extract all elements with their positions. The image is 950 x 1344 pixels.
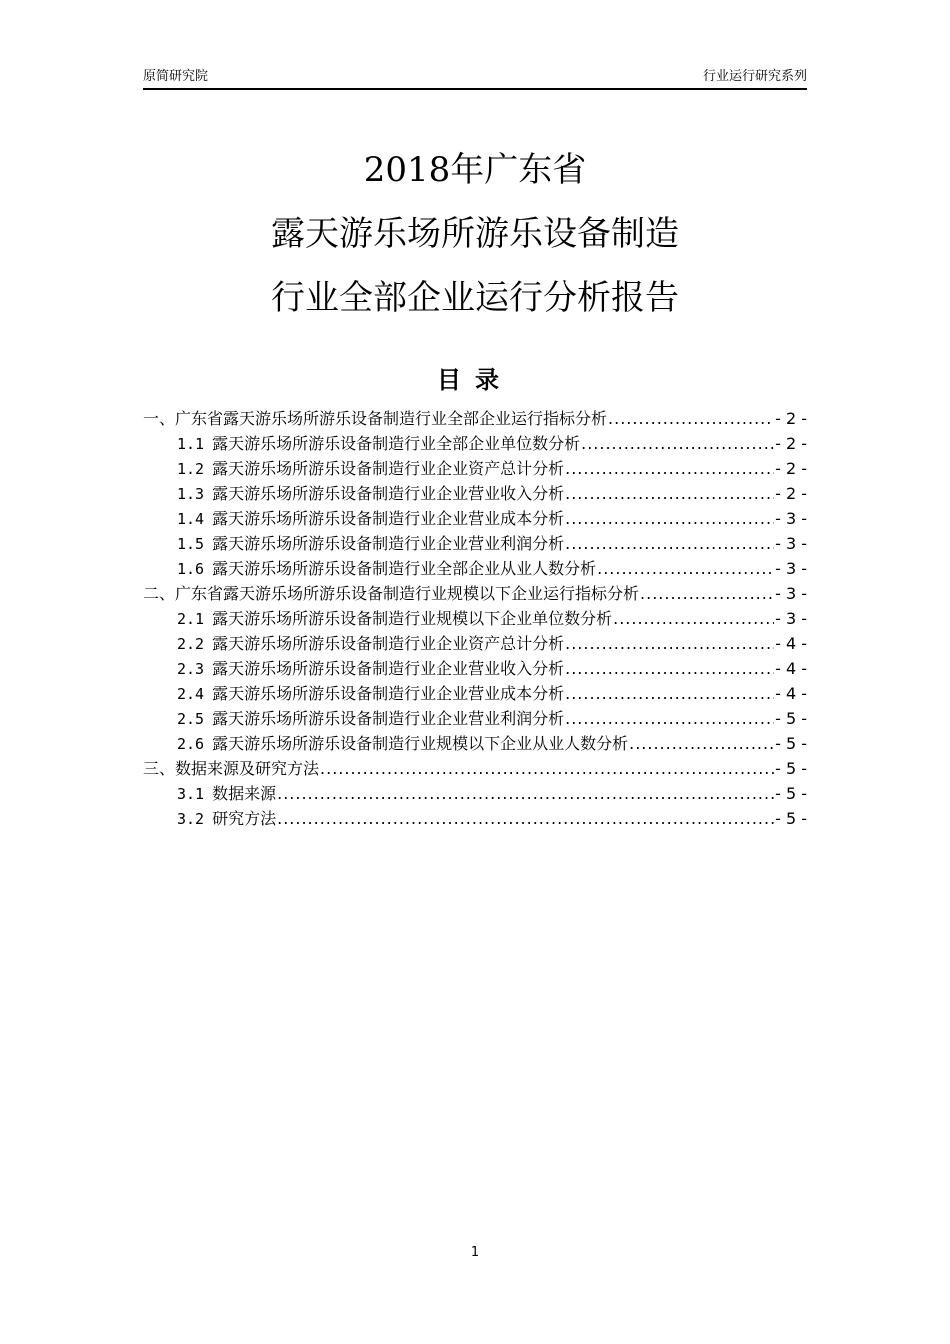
toc-item-number: 1.4 <box>177 510 205 528</box>
toc-item-number: 2.2 <box>177 635 205 653</box>
toc-item-page: - 5 - <box>775 709 807 728</box>
toc-item-page: - 2 - <box>775 409 807 428</box>
toc-item-number: 1.1 <box>177 435 205 453</box>
toc-item-page: - 3 - <box>775 584 807 603</box>
toc-item-page: - 3 - <box>775 609 807 628</box>
toc-leader-dots <box>608 406 774 431</box>
toc-item-label: 露天游乐场所游乐设备制造行业企业营业收入分析 <box>212 484 565 503</box>
toc-item-label: 数据来源 <box>212 784 277 803</box>
toc-item-section-1[interactable] <box>143 406 807 431</box>
toc-item-number: 3.1 <box>177 785 205 803</box>
toc-item-number: 2.4 <box>177 685 205 703</box>
toc-leader-dots <box>565 481 774 506</box>
toc-leader-dots <box>565 681 774 706</box>
toc-item-2-3[interactable] <box>143 656 807 681</box>
toc-item-page: - 4 - <box>775 684 807 703</box>
toc-item-section-2[interactable] <box>143 581 807 606</box>
toc-item-label: 露天游乐场所游乐设备制造行业规模以下企业从业人数分析 <box>212 734 629 753</box>
header-publisher: 原简研究院 <box>143 69 209 84</box>
toc-item-page: - 5 - <box>775 809 807 828</box>
toc-item-page: - 3 - <box>775 559 807 578</box>
toc-leader-dots <box>629 731 774 756</box>
toc-item-1-3[interactable] <box>143 481 807 506</box>
toc-item-label: 二、广东省露天游乐场所游乐设备制造行业规模以下企业运行指标分析 <box>143 584 640 603</box>
toc-item-label: 露天游乐场所游乐设备制造行业企业营业成本分析 <box>212 684 565 703</box>
toc-leader-dots <box>277 781 774 806</box>
toc-item-page: - 2 - <box>775 459 807 478</box>
toc-leader-dots <box>565 531 774 556</box>
toc-item-label: 露天游乐场所游乐设备制造行业企业资产总计分析 <box>212 634 565 653</box>
toc-item-2-1[interactable] <box>143 606 807 631</box>
toc-item-number: 2.5 <box>177 710 205 728</box>
toc-item-number: 1.6 <box>177 560 205 578</box>
toc-item-2-5[interactable] <box>143 706 807 731</box>
toc-leader-dots <box>640 581 774 606</box>
toc-leader-dots <box>565 631 774 656</box>
toc-item-number: 2.6 <box>177 735 205 753</box>
toc-item-label: 露天游乐场所游乐设备制造行业全部企业从业人数分析 <box>212 559 597 578</box>
toc-leader-dots <box>565 656 774 681</box>
title-line-2: 露天游乐场所游乐设备制造 <box>271 214 679 254</box>
header-series: 行业运行研究系列 <box>702 69 807 84</box>
toc-item-1-6[interactable] <box>143 556 807 581</box>
toc-item-2-4[interactable] <box>143 681 807 706</box>
report-title <box>143 138 807 330</box>
toc-item-page: - 4 - <box>775 634 807 653</box>
toc-item-number: 1.5 <box>177 535 205 553</box>
toc-item-page: - 3 - <box>775 509 807 528</box>
toc-item-1-1[interactable] <box>143 431 807 456</box>
toc-item-page: - 5 - <box>775 784 807 803</box>
toc-item-2-2[interactable] <box>143 631 807 656</box>
toc-leader-dots <box>565 706 774 731</box>
toc-item-label: 露天游乐场所游乐设备制造行业企业资产总计分析 <box>212 459 565 478</box>
toc-item-page: - 5 - <box>775 759 807 778</box>
table-of-contents <box>143 406 807 831</box>
toc-item-label: 三、数据来源及研究方法 <box>143 759 320 778</box>
toc-item-page: - 2 - <box>775 484 807 503</box>
toc-leader-dots <box>581 431 774 456</box>
page-number: 1 <box>470 1245 480 1260</box>
toc-heading: 目录 <box>437 366 513 394</box>
toc-item-number: 1.2 <box>177 460 205 478</box>
toc-item-2-6[interactable] <box>143 731 807 756</box>
toc-item-label: 一、广东省露天游乐场所游乐设备制造行业全部企业运行指标分析 <box>143 409 608 428</box>
toc-item-page: - 5 - <box>775 734 807 753</box>
toc-item-page: - 3 - <box>775 534 807 553</box>
toc-item-page: - 2 - <box>775 434 807 453</box>
page-header <box>143 66 807 90</box>
toc-item-1-4[interactable] <box>143 506 807 531</box>
toc-leader-dots <box>565 456 774 481</box>
toc-item-label: 露天游乐场所游乐设备制造行业企业营业利润分析 <box>212 534 565 553</box>
toc-item-label: 露天游乐场所游乐设备制造行业企业营业收入分析 <box>212 659 565 678</box>
toc-item-label: 露天游乐场所游乐设备制造行业全部企业单位数分析 <box>212 434 581 453</box>
toc-item-label: 研究方法 <box>212 809 277 828</box>
toc-item-1-5[interactable] <box>143 531 807 556</box>
toc-item-1-2[interactable] <box>143 456 807 481</box>
toc-item-section-3[interactable] <box>143 756 807 781</box>
toc-leader-dots <box>320 756 774 781</box>
toc-item-number: 1.3 <box>177 485 205 503</box>
toc-leader-dots <box>565 506 774 531</box>
title-line-3: 行业全部企业运行分析报告 <box>271 278 679 318</box>
toc-item-page: - 4 - <box>775 659 807 678</box>
toc-item-number: 2.1 <box>177 610 205 628</box>
toc-item-number: 2.3 <box>177 660 205 678</box>
toc-leader-dots <box>613 606 774 631</box>
toc-leader-dots <box>277 806 774 831</box>
toc-item-label: 露天游乐场所游乐设备制造行业企业营业成本分析 <box>212 509 565 528</box>
toc-item-3-1[interactable] <box>143 781 807 806</box>
toc-item-label: 露天游乐场所游乐设备制造行业企业营业利润分析 <box>212 709 565 728</box>
toc-item-label: 露天游乐场所游乐设备制造行业规模以下企业单位数分析 <box>212 609 613 628</box>
toc-item-number: 3.2 <box>177 810 205 828</box>
title-line-1: 2018年广东省 <box>363 150 587 190</box>
toc-leader-dots <box>597 556 774 581</box>
toc-item-3-2[interactable] <box>143 806 807 831</box>
